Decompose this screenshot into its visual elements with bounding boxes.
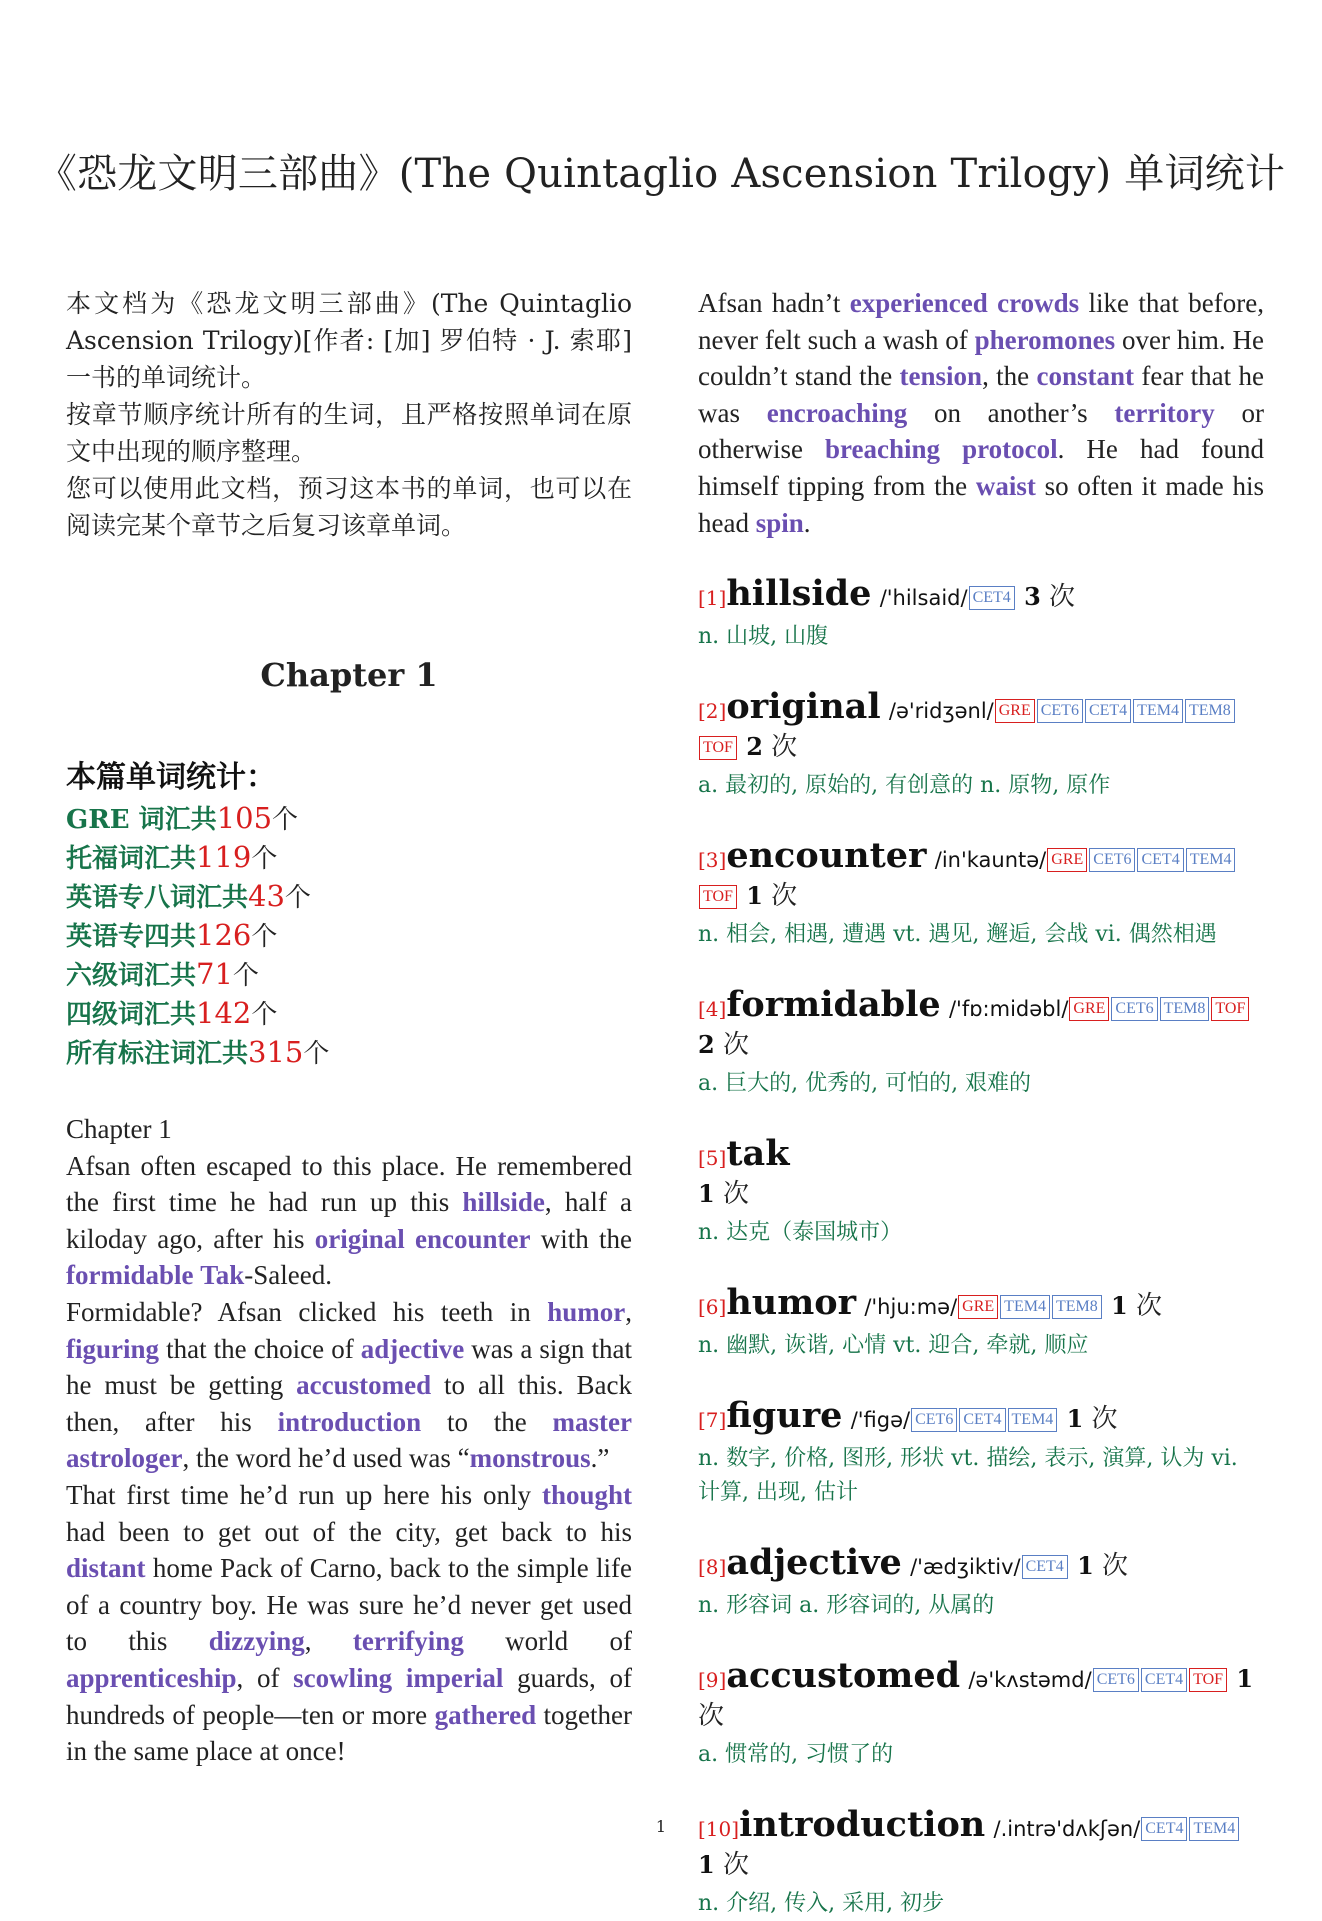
- exam-tag: CET6: [1093, 1668, 1139, 1692]
- text-run: together in the same place at once!: [66, 1699, 632, 1767]
- text-run: ,: [304, 1626, 353, 1657]
- entry-count-unit: 次: [1135, 1291, 1162, 1322]
- exam-tag: TEM4: [1133, 699, 1183, 723]
- highlighted-word: scowling: [293, 1662, 393, 1693]
- exam-tag: CET4: [969, 586, 1015, 610]
- entry-count-unit: 次: [722, 1179, 749, 1210]
- exam-tag: TEM4: [1008, 1408, 1058, 1432]
- exam-tag: CET4: [1141, 1668, 1187, 1692]
- stat-line: [66, 1034, 632, 1073]
- highlighted-word: crowds: [997, 288, 1080, 318]
- vocab-entry: [698, 686, 1264, 803]
- highlighted-word: gathered: [434, 1699, 537, 1730]
- entry-word: original: [726, 686, 881, 728]
- entry-word: accustomed: [726, 1655, 961, 1697]
- exam-tag: TEM4: [1189, 1817, 1239, 1841]
- exam-tag: TEM8: [1052, 1295, 1102, 1319]
- entry-word: introduction: [739, 1804, 986, 1846]
- entry-count-unit: 次: [1049, 582, 1076, 613]
- vocab-entry: [698, 1133, 1264, 1250]
- highlighted-word: thought: [541, 1479, 632, 1510]
- highlighted-word: territory: [1114, 397, 1215, 428]
- text-run: to all this. Back then, after his: [66, 1370, 632, 1437]
- entry-count-unit: 次: [722, 1850, 749, 1881]
- entry-word: hillside: [726, 573, 872, 615]
- stat-count: 126: [196, 918, 252, 952]
- text-run: had been to get out of the city, get back to his: [66, 1516, 632, 1547]
- entry-index: [6]: [698, 1295, 727, 1320]
- highlighted-word: monstrous: [469, 1443, 591, 1474]
- highlighted-word: imperial: [405, 1662, 504, 1693]
- highlighted-word: pheromones: [974, 324, 1116, 355]
- text-run: That first time he’d run up here his only: [66, 1479, 542, 1510]
- entry-meaning: a. 惯常的, 习惯了的: [698, 1742, 894, 1768]
- exam-tag: CET4: [959, 1408, 1005, 1432]
- highlighted-word: introduction: [277, 1406, 422, 1437]
- text-run: .”: [590, 1443, 610, 1474]
- stat-count: 71: [196, 957, 233, 991]
- stat-unit: 个: [251, 922, 278, 952]
- stat-count: 105: [216, 801, 273, 835]
- entry-header: [698, 1542, 1264, 1585]
- entry-meaning: a. 最初的, 原始的, 有创意的 n. 原物, 原作: [698, 773, 1111, 799]
- exam-tag: GRE: [1069, 997, 1109, 1021]
- page-title: 《恐龙文明三部曲》(The Quintaglio Ascension Trilogy) 单词统计: [36, 151, 1286, 197]
- entry-word: adjective: [726, 1542, 902, 1584]
- exam-tag: TEM4: [1000, 1295, 1050, 1319]
- entry-meaning: n. 达克（泰国城市）: [698, 1220, 903, 1246]
- vocab-list: [698, 573, 1264, 1921]
- exam-tag: CET4: [1141, 1817, 1187, 1841]
- stat-count: 43: [248, 879, 285, 913]
- stat-unit: 个: [251, 844, 278, 874]
- exam-tag: CET6: [1111, 997, 1157, 1021]
- entry-index: [2]: [698, 699, 727, 724]
- entry-index: [7]: [698, 1408, 727, 1433]
- stat-line: [66, 917, 632, 956]
- entry-index: [3]: [698, 848, 727, 873]
- exam-tag: TOF: [1189, 1668, 1227, 1692]
- entry-header: [698, 573, 1264, 616]
- entry-index: [8]: [698, 1555, 727, 1580]
- entry-phonetic: /'hilsaid/: [879, 586, 968, 611]
- highlighted-word: hillside: [462, 1187, 545, 1218]
- stat-label: GRE 词汇共: [66, 805, 217, 835]
- text-run: . He had found himself tipping from the: [698, 434, 1264, 501]
- entry-header: [698, 1395, 1264, 1438]
- highlighted-word: figuring: [66, 1333, 160, 1364]
- text-run: [405, 1224, 415, 1254]
- highlighted-word: encroaching: [766, 397, 908, 428]
- entry-word: figure: [726, 1395, 843, 1437]
- text-run: ,: [625, 1296, 632, 1327]
- exam-tag: TEM4: [1186, 848, 1236, 872]
- stats-list: [66, 800, 632, 1073]
- highlighted-word: Tak: [200, 1260, 245, 1291]
- highlighted-word: constant: [1036, 361, 1135, 392]
- stat-label: 托福词汇共: [66, 844, 197, 874]
- exam-tag: GRE: [995, 699, 1035, 723]
- highlighted-word: protocol: [962, 434, 1058, 465]
- entry-header: [698, 1655, 1264, 1734]
- text-run: so often it made his head: [698, 470, 1265, 538]
- entry-count-unit: 次: [722, 1030, 749, 1061]
- text-run: over him. He couldn’t stand the: [698, 324, 1264, 392]
- intro-section: [66, 285, 632, 544]
- entry-header: [698, 835, 1264, 914]
- entry-count: 1: [1111, 1291, 1128, 1321]
- highlighted-word: formidable: [66, 1260, 194, 1291]
- exam-tag: CET6: [1037, 699, 1083, 723]
- entry-word: formidable: [726, 984, 941, 1026]
- stat-unit: 个: [303, 1039, 330, 1069]
- stat-label: 英语专四共: [66, 922, 197, 952]
- stat-unit: 个: [284, 883, 311, 913]
- entry-count: 1: [698, 1850, 715, 1880]
- stat-count: 119: [196, 840, 252, 874]
- text-run: to the: [421, 1406, 553, 1437]
- text-run: , half a kiloday ago, after his: [66, 1187, 632, 1254]
- entry-count: 1: [1077, 1551, 1094, 1581]
- entry-meaning: n. 数字, 价格, 图形, 形状 vt. 描绘, 表示, 演算, 认为 vi. 计算, 出现, 估计: [698, 1446, 1238, 1506]
- entry-meaning: n. 形容词 a. 形容词的, 从属的: [698, 1593, 995, 1619]
- entry-header: [698, 1133, 1264, 1212]
- stat-line: [66, 800, 632, 839]
- entry-index: [1]: [698, 586, 727, 611]
- stat-count: 142: [196, 996, 252, 1030]
- entry-count: 1: [1236, 1664, 1254, 1694]
- text-run: world of: [463, 1626, 633, 1657]
- entry-phonetic: /'figə/: [850, 1408, 911, 1433]
- exam-tag: GRE: [958, 1295, 998, 1319]
- entry-meaning: n. 介绍, 传入, 采用, 初步: [698, 1891, 945, 1917]
- paragraph: [66, 1148, 632, 1294]
- text-run: with the: [530, 1223, 632, 1254]
- entry-count: 1: [698, 1179, 715, 1209]
- highlighted-word: astrologer: [66, 1443, 183, 1474]
- stat-label: 四级词汇共: [66, 1000, 197, 1030]
- exam-tag: TEM8: [1160, 997, 1210, 1021]
- text-run: guards, of hundreds of people—ten or more: [66, 1662, 632, 1730]
- entry-index: [9]: [698, 1668, 727, 1693]
- highlighted-word: spin: [755, 507, 804, 538]
- right-column: [698, 285, 1264, 1921]
- exam-tag: TOF: [699, 885, 737, 909]
- stats-title: 本篇单词统计：: [66, 760, 276, 795]
- highlighted-word: master: [552, 1406, 632, 1437]
- entry-phonetic: /.intrə'dʌkʃən/: [993, 1817, 1141, 1842]
- highlighted-word: encounter: [415, 1223, 531, 1254]
- intro-line: 您可以使用此文档，预习这本书的单词，也可以在阅读完某个章节之后复习该章单词。: [66, 474, 632, 540]
- entry-phonetic: /ə'ridʒənl/: [888, 699, 994, 724]
- highlighted-word: adjective: [360, 1333, 465, 1364]
- stat-unit: 个: [251, 1000, 278, 1030]
- text-run: , the word he’d used was “: [182, 1443, 470, 1474]
- paragraph: [66, 1294, 632, 1477]
- exam-tag: CET4: [1137, 848, 1183, 872]
- highlighted-word: terrifying: [352, 1626, 464, 1657]
- text-run: home Pack of Carno, back to the simple life of a country boy. He was sure he’d never get used to this: [66, 1553, 632, 1657]
- text-run: Afsan often escaped to this place. He remembered the first time he had run up this: [66, 1150, 632, 1218]
- text-run: , the: [982, 361, 1037, 392]
- paragraph: [66, 1477, 632, 1770]
- vocab-entry: [698, 835, 1264, 952]
- stat-line: [66, 839, 632, 878]
- intro-line: 本文档为《恐龙文明三部曲》(The Quintaglio Ascension Trilogy)[作者: [加] 罗伯特 · J. 索耶] 一书的单词统计。: [66, 289, 632, 392]
- vocab-entry: [698, 1395, 1264, 1510]
- entry-count-unit: 次: [771, 732, 798, 763]
- page-number: 1: [655, 1817, 667, 1836]
- stat-line: [66, 956, 632, 995]
- text-heading: Chapter 1: [66, 1114, 172, 1144]
- entry-header: [698, 1282, 1264, 1325]
- entry-count: 2: [746, 732, 763, 762]
- highlighted-word: breaching: [825, 434, 941, 465]
- entry-count: 3: [1024, 582, 1041, 612]
- text-run: , of: [236, 1662, 294, 1693]
- stat-label: 所有标注词汇共: [66, 1039, 249, 1069]
- exam-tag: CET6: [1089, 848, 1135, 872]
- paragraph: [698, 285, 1264, 541]
- entry-count-unit: 次: [771, 881, 798, 912]
- text-run: that the choice of: [159, 1333, 361, 1364]
- entry-count: 1: [746, 881, 763, 911]
- entry-header: [698, 686, 1264, 765]
- stat-line: [66, 995, 632, 1034]
- highlighted-word: waist: [975, 470, 1036, 501]
- highlighted-word: apprenticeship: [66, 1662, 237, 1693]
- stat-unit: 个: [272, 805, 299, 835]
- entry-meaning: n. 山坡, 山腹: [698, 624, 829, 650]
- chapter-heading: Chapter 1: [260, 656, 438, 694]
- entry-index: [5]: [698, 1146, 727, 1171]
- entry-meaning: n. 相会, 相遇, 遭遇 vt. 遇见, 邂逅, 会战 vi. 偶然相遇: [698, 922, 1217, 948]
- highlighted-word: distant: [66, 1553, 146, 1584]
- stat-unit: 个: [232, 961, 259, 991]
- text-run: fear that he was: [698, 361, 1265, 428]
- entry-index: [10]: [698, 1817, 740, 1842]
- highlighted-word: original: [314, 1223, 405, 1254]
- entry-count-unit: 次: [1091, 1404, 1118, 1435]
- entry-phonetic: /'ædʒiktiv/: [910, 1555, 1021, 1580]
- exam-tag: TOF: [699, 736, 737, 760]
- entry-meaning: a. 巨大的, 优秀的, 可怕的, 艰难的: [698, 1071, 1032, 1097]
- exam-tag: CET4: [1085, 699, 1131, 723]
- vocab-entry: [698, 1542, 1264, 1623]
- highlighted-word: accustomed: [296, 1370, 432, 1401]
- text-run: -Saleed.: [244, 1260, 333, 1291]
- entry-phonetic: /'fɒ:midəbl/: [948, 997, 1069, 1022]
- text-run: Formidable? Afsan clicked his teeth in: [66, 1296, 548, 1327]
- vocab-entry: [698, 1282, 1264, 1363]
- vocab-entry: [698, 1655, 1264, 1772]
- stat-count: 315: [248, 1035, 304, 1069]
- entry-count: 2: [698, 1030, 715, 1060]
- entry-word: humor: [726, 1282, 857, 1324]
- text-run: [988, 288, 997, 318]
- text-run: [940, 434, 962, 464]
- exam-tag: CET6: [911, 1408, 957, 1432]
- entry-count-unit: 次: [698, 1701, 725, 1732]
- text-run: or otherwise: [698, 397, 1264, 465]
- entry-index: [4]: [698, 997, 727, 1022]
- text-run: on another’s: [907, 397, 1115, 428]
- vocab-entry: [698, 984, 1264, 1101]
- exam-tag: TEM8: [1185, 699, 1235, 723]
- entry-count: 1: [1066, 1404, 1084, 1434]
- entry-phonetic: /ə'kʌstəmd/: [968, 1668, 1092, 1693]
- text-run: like that before, never felt such a wash of: [698, 288, 1264, 355]
- text-run: Afsan hadn’t: [698, 288, 850, 318]
- vocab-entry: [698, 573, 1264, 654]
- entry-meaning: n. 幽默, 诙谐, 心情 vt. 迎合, 牵就, 顺应: [698, 1333, 1089, 1359]
- exam-tag: GRE: [1047, 848, 1087, 872]
- exam-tag: TOF: [1211, 997, 1249, 1021]
- entry-count-unit: 次: [1102, 1551, 1129, 1582]
- stat-label: 英语专八词汇共: [66, 883, 249, 913]
- entry-phonetic: /in'kauntə/: [934, 848, 1047, 873]
- left-column: [66, 285, 632, 1770]
- stat-label: 六级词汇共: [66, 961, 197, 991]
- highlighted-word: dizzying: [208, 1626, 305, 1657]
- text-run: was a sign that he must be getting: [66, 1333, 632, 1401]
- text-run: [392, 1663, 406, 1693]
- entry-word: tak: [726, 1133, 790, 1175]
- entry-word: encounter: [726, 835, 927, 877]
- highlighted-word: experienced: [849, 288, 988, 318]
- chapter-text: [66, 1111, 632, 1770]
- text-run: .: [803, 507, 811, 538]
- entry-phonetic: /'hju:mə/: [864, 1295, 958, 1320]
- exam-tag: CET4: [1022, 1555, 1068, 1579]
- highlighted-word: humor: [547, 1296, 626, 1327]
- highlighted-word: tension: [899, 361, 983, 392]
- entry-header: [698, 984, 1264, 1063]
- intro-line: 按章节顺序统计所有的生词，且严格按照单词在原文中出现的顺序整理。: [66, 400, 632, 466]
- stat-line: [66, 878, 632, 917]
